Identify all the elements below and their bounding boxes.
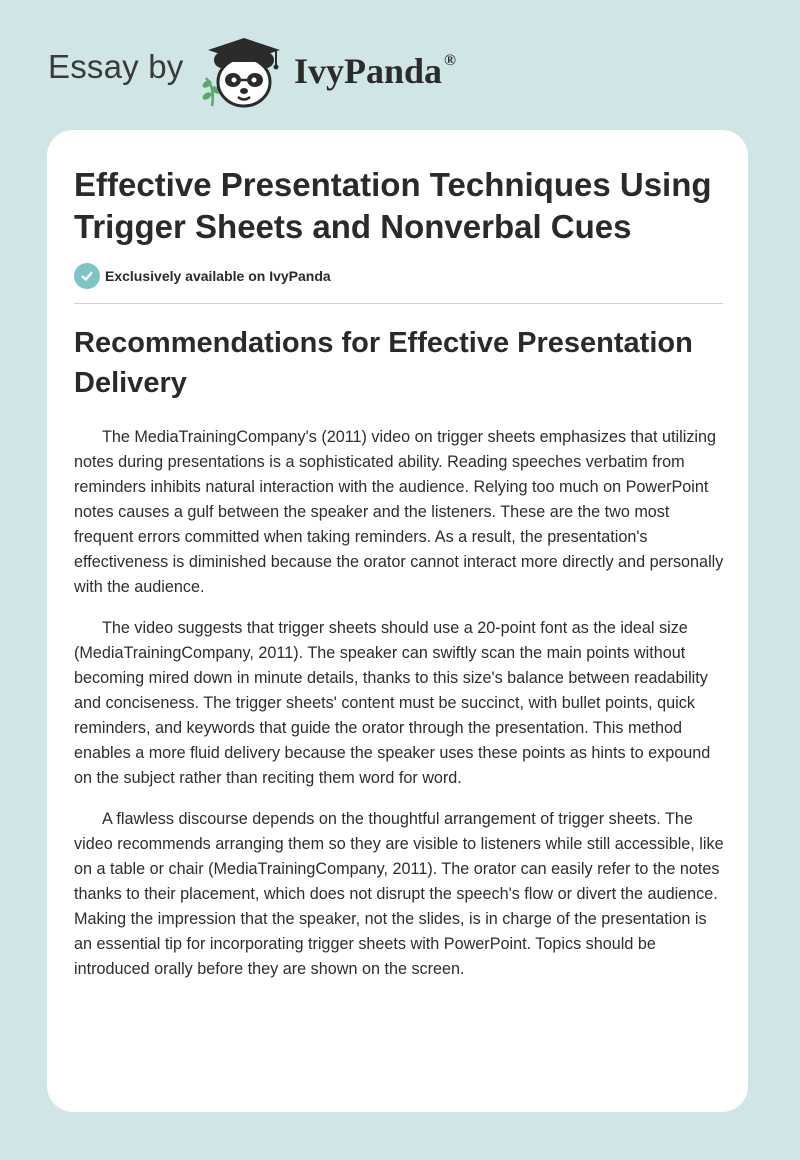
exclusive-badge [74,263,331,289]
paragraph: The MediaTrainingCompany's (2011) video on trigger sheets emphasizes that utilizing notes during presentations is a sophisticated ability. Reading speeches verbatim from reminders inhibits natural interaction with the audience. Relying too much on PowerPoint notes causes a gulf between the speaker and the listeners. These are the two most frequent errors committed when taking reminders. As a result, the presentation's effectiveness is diminished because the orator cannot interact more directly and personally with the audience. [74,428,724,596]
check-circle-icon [74,263,100,289]
paragraph: A flawless discourse depends on the thoughtful arrangement of trigger sheets. The video recommends arranging them so they are visible to listeners while still accessible, like on a table or chair (MediaTrainingCompany, 2011). The orator can easily refer to the notes thanks to their placement, which does not disrupt the speech's flow or divert the audience. Making the impression that the speaker, not the slides, is in charge of the presentation is an essential tip for incorporating trigger sheets with PowerPoint. Topics should be introduced orally before they are shown on the screen. [74,810,724,978]
essay-by-label: Essay by [48,48,184,85]
essay-body [74,425,726,998]
divider [74,303,723,304]
section-heading: Recommendations for Effective Presentation Delivery [74,327,693,399]
paragraph: The video suggests that trigger sheets should use a 20-point font as the ideal size (MediaTrainingCompany, 2011). The speaker can swiftly scan the main points without becoming mired down in minute details, thanks to this size's balance between readability and conciseness. The trigger sheets' content must be succinct, with bullet points, quick reminders, and keywords that guide the orator through the presentation. This method enables a more fluid delivery because the speaker uses these points as hints to expound on the subject rather than reciting them word for word. [74,619,711,787]
exclusive-label: Exclusively available on IvyPanda [105,268,331,284]
registered-mark: ® [444,52,456,69]
brand-name-text: IvyPanda [294,51,443,91]
brand-name [294,50,456,92]
panda-graduate-icon [198,34,290,110]
brand-header[interactable] [48,34,548,114]
essay-card [47,130,748,1112]
page-title: Effective Presentation Techniques Using Trigger Sheets and Nonverbal Cues [74,166,712,245]
